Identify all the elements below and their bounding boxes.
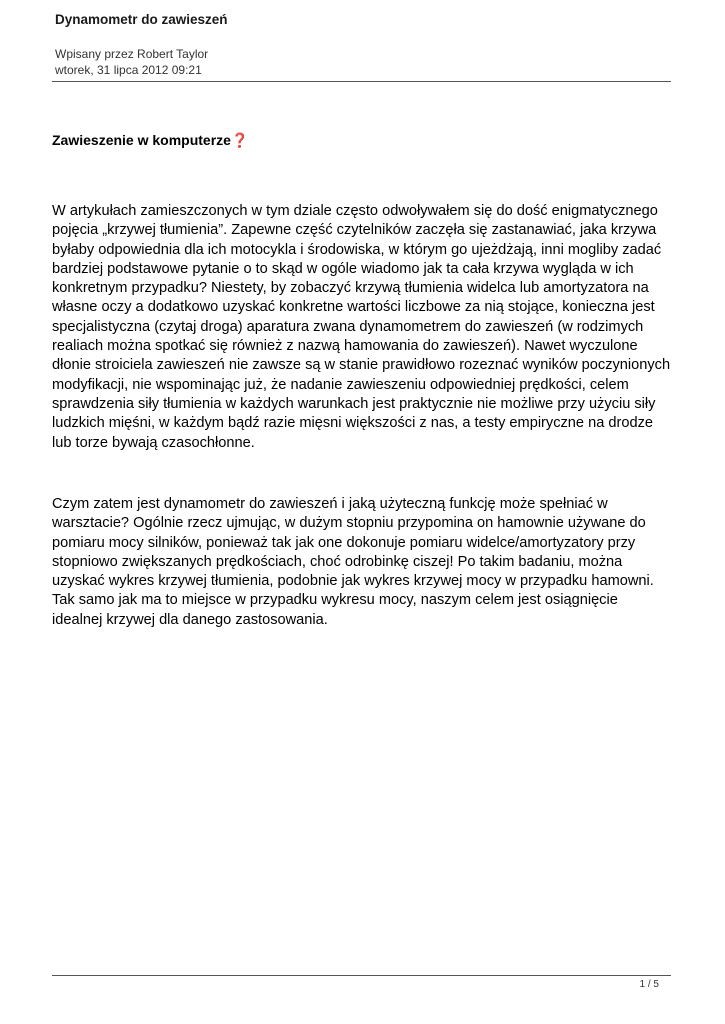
document-title: Dynamometr do zawieszeń <box>55 12 228 27</box>
page-number: 1 / 5 <box>639 979 659 990</box>
paragraph-line: specjalistyczna (czytaj droga) aparatura zwana dynamometrem do zawieszeń (w rodzimych <box>52 318 644 335</box>
paragraph-line: W artykułach zamieszczonych w tym dziale często odwoływałem się do dość enigmatycznego <box>52 203 658 219</box>
paragraph-1 <box>52 202 677 453</box>
paragraph-line: Tak samo jak ma to miejsce w przypadku wykresu mocy, naszym celem jest osiągnięcie <box>52 592 618 609</box>
paragraph-line: ludzkich mięśni, w każdym bądź razie mięsni większości z nas, a testy empiryczne na drodze <box>52 415 654 432</box>
paragraph-line: dłonie stroiciela zawieszeń nie zawsze są w stanie prawidłowo rozeznać wyników poczynionych <box>52 357 671 374</box>
paragraph-line: pomiaru mocy silników, ponieważ tak jak one dokonuje pomiaru widelce/amortyzatory przy <box>52 534 636 551</box>
paragraph-line: sprawdzenia siły tłumienia w każdych warunkach jest praktycznie nie możliwe przy użyciu siły <box>52 395 656 412</box>
paragraph-line: stopniowo zwiększanych prędkościach, choć odrobinkę ciszej! Po takim badaniu, można <box>52 553 623 570</box>
footer-divider <box>52 975 671 976</box>
paragraph-line: lub torze bywają czasochłonne. <box>52 434 255 451</box>
paragraph-2 <box>52 495 677 630</box>
paragraph-line: konkretnym przypadku? Niestety, by zobaczyć krzywą tłumienia widelca lub amortyzatora na <box>52 280 649 297</box>
article-heading: Zawieszenie w komputerze❓ <box>52 132 249 148</box>
paragraph-line: modyfikacji, nie wspominając już, że nadanie zawieszeniu odpowiedniej prędkości, celem <box>52 376 629 393</box>
paragraph-line: Czym zatem jest dynamometr do zawieszeń i jaką użyteczną funkcję może spełniać w <box>52 496 608 512</box>
author-line: Wpisany przez Robert Taylor <box>55 47 209 61</box>
paragraph-line: pojęcia „krzywej tłumienia”. Zapewne część czytelników zaczęła się zastanawiać, jaka krzywa <box>52 222 657 239</box>
paragraph-line: idealnej krzywej dla danego zastosowania. <box>52 611 328 628</box>
paragraph-line: warsztacie? Ogólnie rzecz ujmując, w dużym stopniu przypomina on hamownie używane do <box>52 515 646 532</box>
paragraph-line: bardziej podstawowe pytanie o to skąd w ogóle wiadomo jak ta cała krzywa wygląda w ich <box>52 260 634 277</box>
date-line: wtorek, 31 lipca 2012 09:21 <box>55 63 202 77</box>
paragraph-line: byłaby odpowiednia dla ich motocykla i środowiska, w którym go ujeżdżają, inni mogliby zadać <box>52 241 662 258</box>
document-meta <box>55 46 208 78</box>
paragraph-line: realiach można spotkać się również z nazwą hamowania do zawieszeń). Nawet wyczulone <box>52 338 638 355</box>
paragraph-line: uzyskać wykres krzywej tłumienia, podobnie jak wykres krzywej mocy w przypadku hamowni. <box>52 573 654 590</box>
paragraph-line: własne oczy a dodatkowo uzyskać konkretne wartości liczbowe za nią stojące, konieczna jest <box>52 299 655 316</box>
header-divider <box>52 81 671 82</box>
